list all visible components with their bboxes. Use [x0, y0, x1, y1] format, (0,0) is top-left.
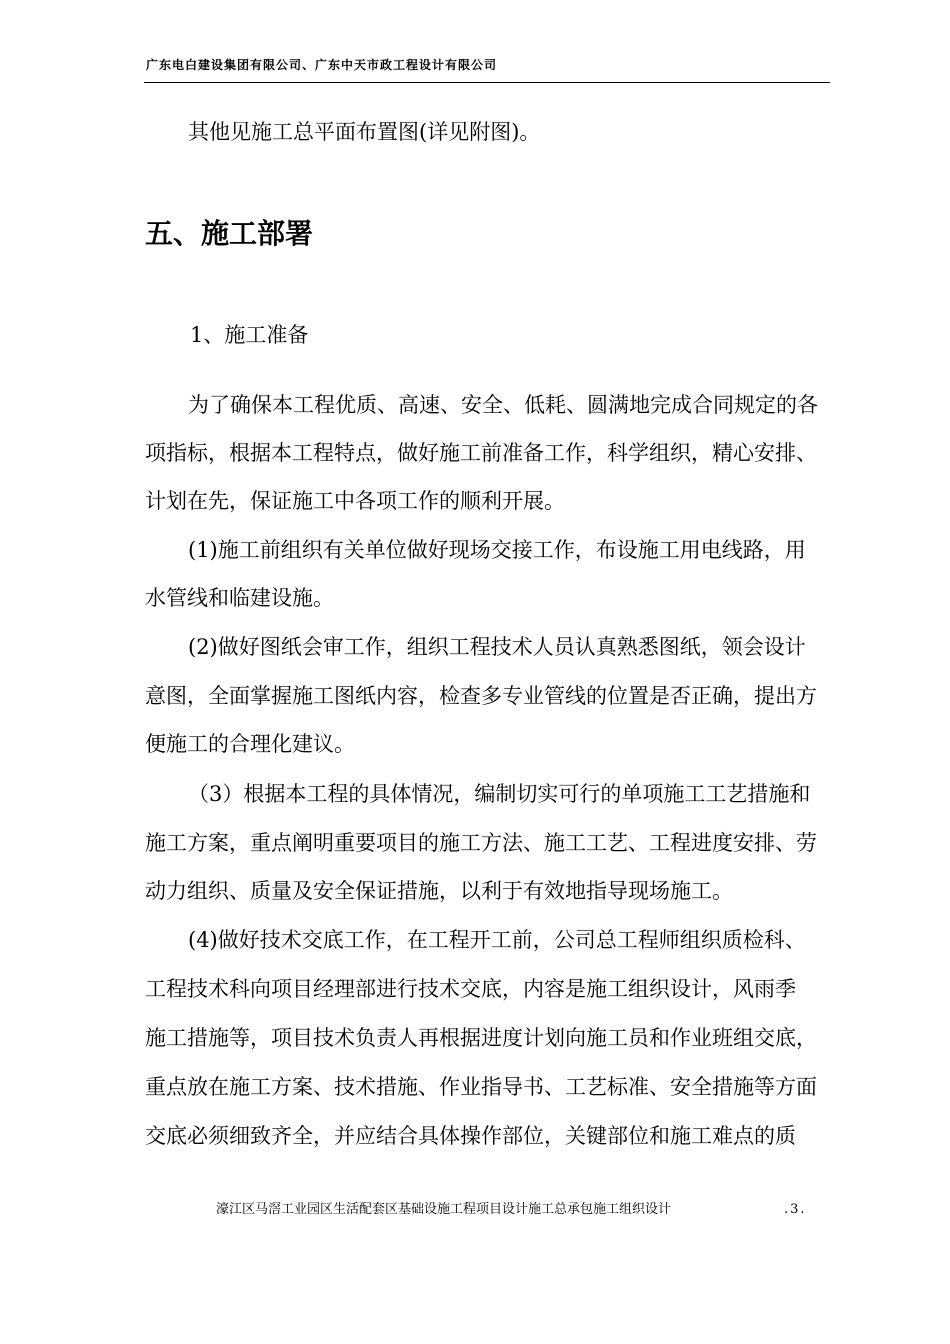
paragraph-line: (2)做好图纸会审工作，组织工程技术人员认真熟悉图纸，领会设计: [188, 635, 806, 659]
paragraph-line: 工程技术科向项目经理部进行技术交底，内容是施工组织设计，风雨季: [145, 977, 796, 1001]
paragraph-line: 便施工的合理化建议。: [145, 732, 355, 756]
paragraph-line: 项指标，根据本工程特点，做好施工前准备工作，科学组织，精心安排、: [145, 441, 817, 465]
section-heading: 五、施工部署: [145, 217, 314, 250]
intro-paragraph: 其他见施工总平面布置图(详见附图)。: [188, 120, 541, 144]
footer-project-title: 濠江区马滘工业园区生活配套区基础设施工程项目设计施工总承包施工组织设计: [216, 1202, 672, 1217]
paragraph-line: 施工方案，重点阐明重要项目的施工方法、施工工艺、工程进度安排、劳: [145, 831, 817, 855]
paragraph-line: （3）根据本工程的具体情况，编制切实可行的单项施工工艺措施和: [188, 782, 811, 806]
paragraph-line: 水管线和临建设施。: [145, 586, 334, 610]
paragraph-line: 动力组织、质量及安全保证措施，以利于有效地指导现场施工。: [145, 879, 733, 903]
paragraph-line: (1)施工前组织有关单位做好现场交接工作，布设施工用电线路，用: [188, 538, 806, 562]
paragraph-line: 意图，全面掌握施工图纸内容，检查多专业管线的位置是否正确，提出方: [145, 684, 817, 708]
paragraph-line: 交底必须细致齐全，并应结合具体操作部位，关键部位和施工难点的质: [145, 1124, 796, 1148]
header-company-names: 广东电白建设集团有限公司、广东中天市政工程设计有限公司: [146, 58, 498, 72]
paragraph-line: 重点放在施工方案、技术措施、作业指导书、工艺标准、安全措施等方面: [145, 1075, 817, 1099]
paragraph-line: 为了确保本工程优质、高速、安全、低耗、圆满地完成合同规定的各: [188, 393, 818, 417]
subsection-heading: 1、施工准备: [190, 323, 309, 347]
paragraph-line: (4)做好技术交底工作，在工程开工前，公司总工程师组织质检科、: [188, 928, 806, 952]
paragraph-line: 施工措施等，项目技术负责人再根据进度计划向施工员和作业班组交底，: [145, 1026, 817, 1050]
paragraph-line: 计划在先，保证施工中各项工作的顺利开展。: [145, 489, 565, 513]
page-number: .3.: [784, 1202, 807, 1217]
header-divider: [144, 82, 830, 83]
